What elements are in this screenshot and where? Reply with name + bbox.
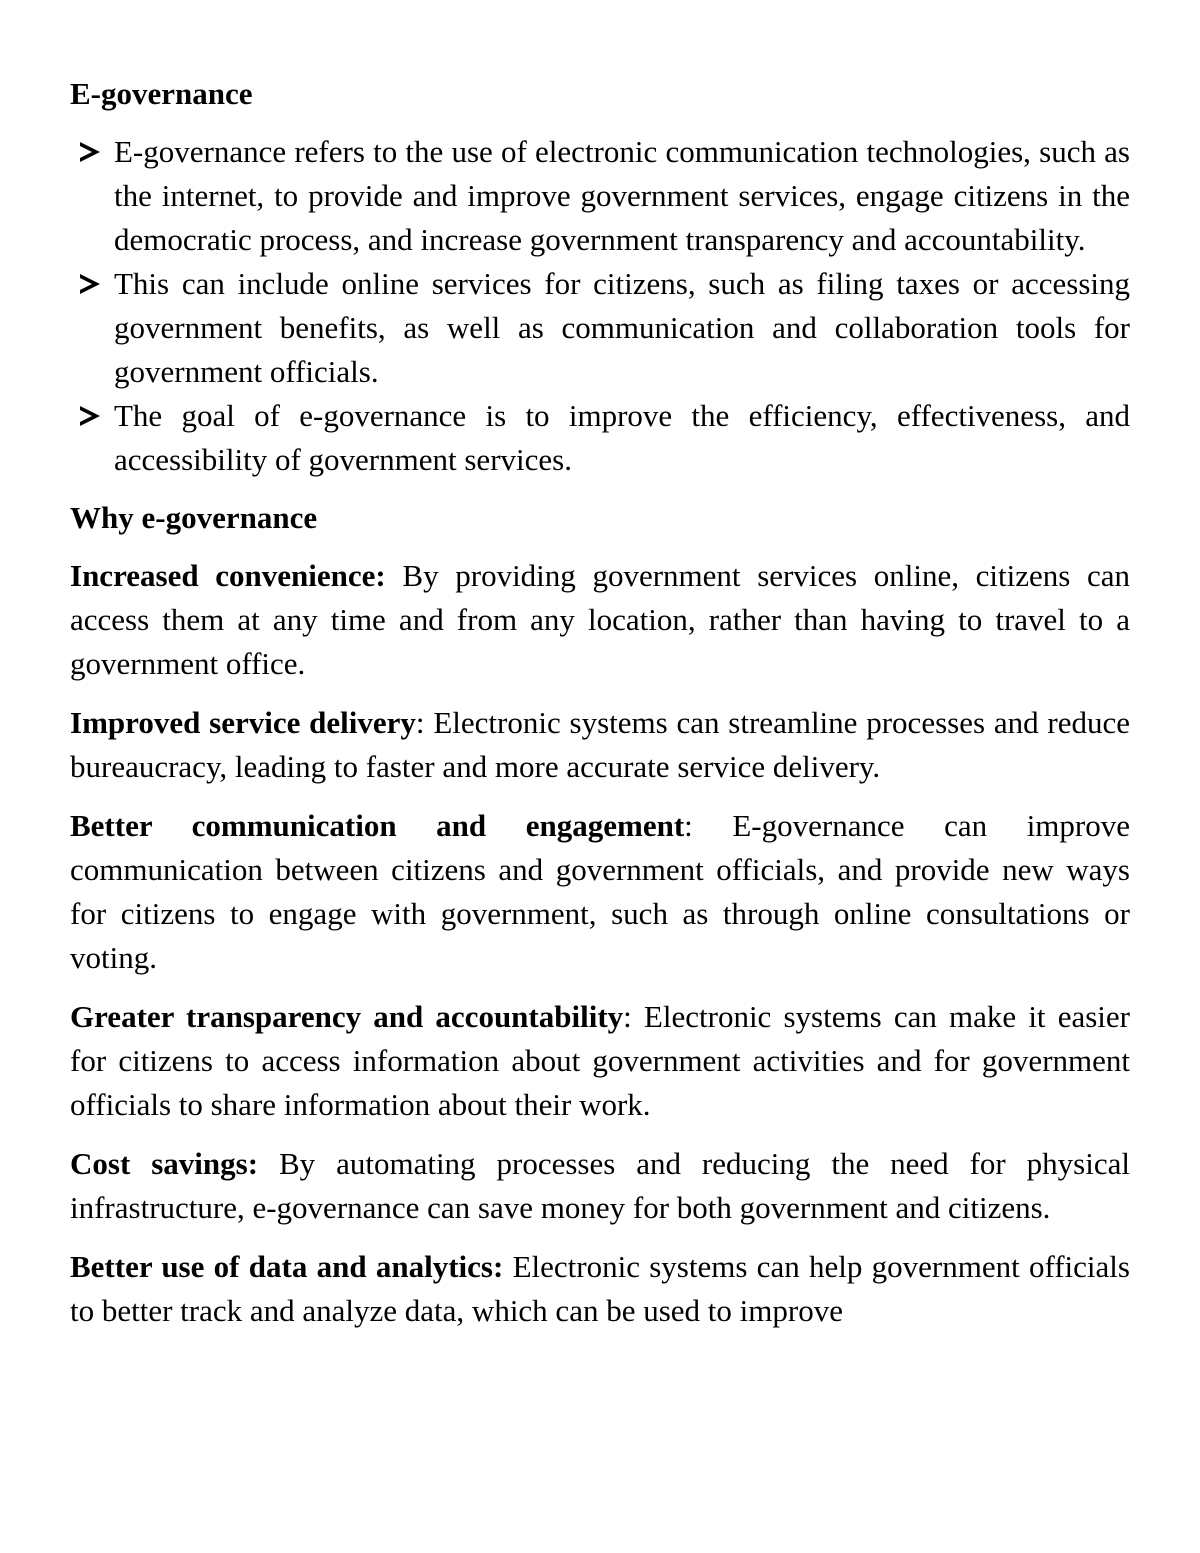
bullet-text: The goal of e-governance is to improve the efficiency, effectiveness, and accessibility of government services. <box>114 398 1130 477</box>
benefit-term: Cost savings: <box>70 1146 259 1181</box>
benefit-paragraph <box>70 554 1130 686</box>
benefit-paragraph <box>70 804 1130 980</box>
definition-bullet-list <box>70 130 1130 482</box>
benefit-term: Greater transparency and accountability <box>70 999 624 1034</box>
bullet-item <box>70 130 1130 262</box>
arrow-bullet-icon <box>76 394 108 438</box>
bullet-item <box>70 262 1130 394</box>
benefit-text: : E-governance can improve communication between citizens and government officials, and provide new ways for citizens to engage with government, such as through online consultations or voting. <box>70 808 1130 975</box>
bullet-text: This can include online services for citizens, such as filing taxes or accessing government benefits, as well as communication and collaboration tools for government officials. <box>114 266 1130 389</box>
benefit-text: Electronic systems can help government officials to better track and analyze data, which can be used to improve <box>70 1249 1130 1328</box>
benefit-text: : Electronic systems can streamline processes and reduce bureaucracy, leading to faster and more accurate service delivery. <box>70 705 1130 784</box>
document-page <box>70 72 1130 1348</box>
arrow-bullet-icon <box>76 262 108 306</box>
benefit-term: Improved service delivery <box>70 705 416 740</box>
section-heading-why-egovernance: Why e-governance <box>70 500 318 535</box>
benefit-term: Increased convenience: <box>70 558 386 593</box>
benefit-paragraph <box>70 1245 1130 1333</box>
benefit-text: By automating processes and reducing the need for physical infrastructure, e-governance can save money for both government and citizens. <box>70 1146 1130 1225</box>
benefit-paragraph <box>70 701 1130 789</box>
arrow-bullet-icon <box>76 130 108 174</box>
benefit-paragraph <box>70 995 1130 1127</box>
benefit-paragraph <box>70 1142 1130 1230</box>
benefit-term: Better use of data and analytics: <box>70 1249 504 1284</box>
benefit-text: : Electronic systems can make it easier for citizens to access information about government activities and for government officials to share information about their work. <box>70 999 1130 1122</box>
benefit-term: Better communication and engagement <box>70 808 685 843</box>
bullet-item <box>70 394 1130 482</box>
benefit-text: By providing government services online, citizens can access them at any time and from any location, rather than having to travel to a government office. <box>70 558 1130 681</box>
section-heading-egovernance: E-governance <box>70 76 253 111</box>
bullet-text: E-governance refers to the use of electronic communication technologies, such as the internet, to provide and improve government services, engage citizens in the democratic process, and increase government transparency and accountability. <box>114 134 1130 257</box>
